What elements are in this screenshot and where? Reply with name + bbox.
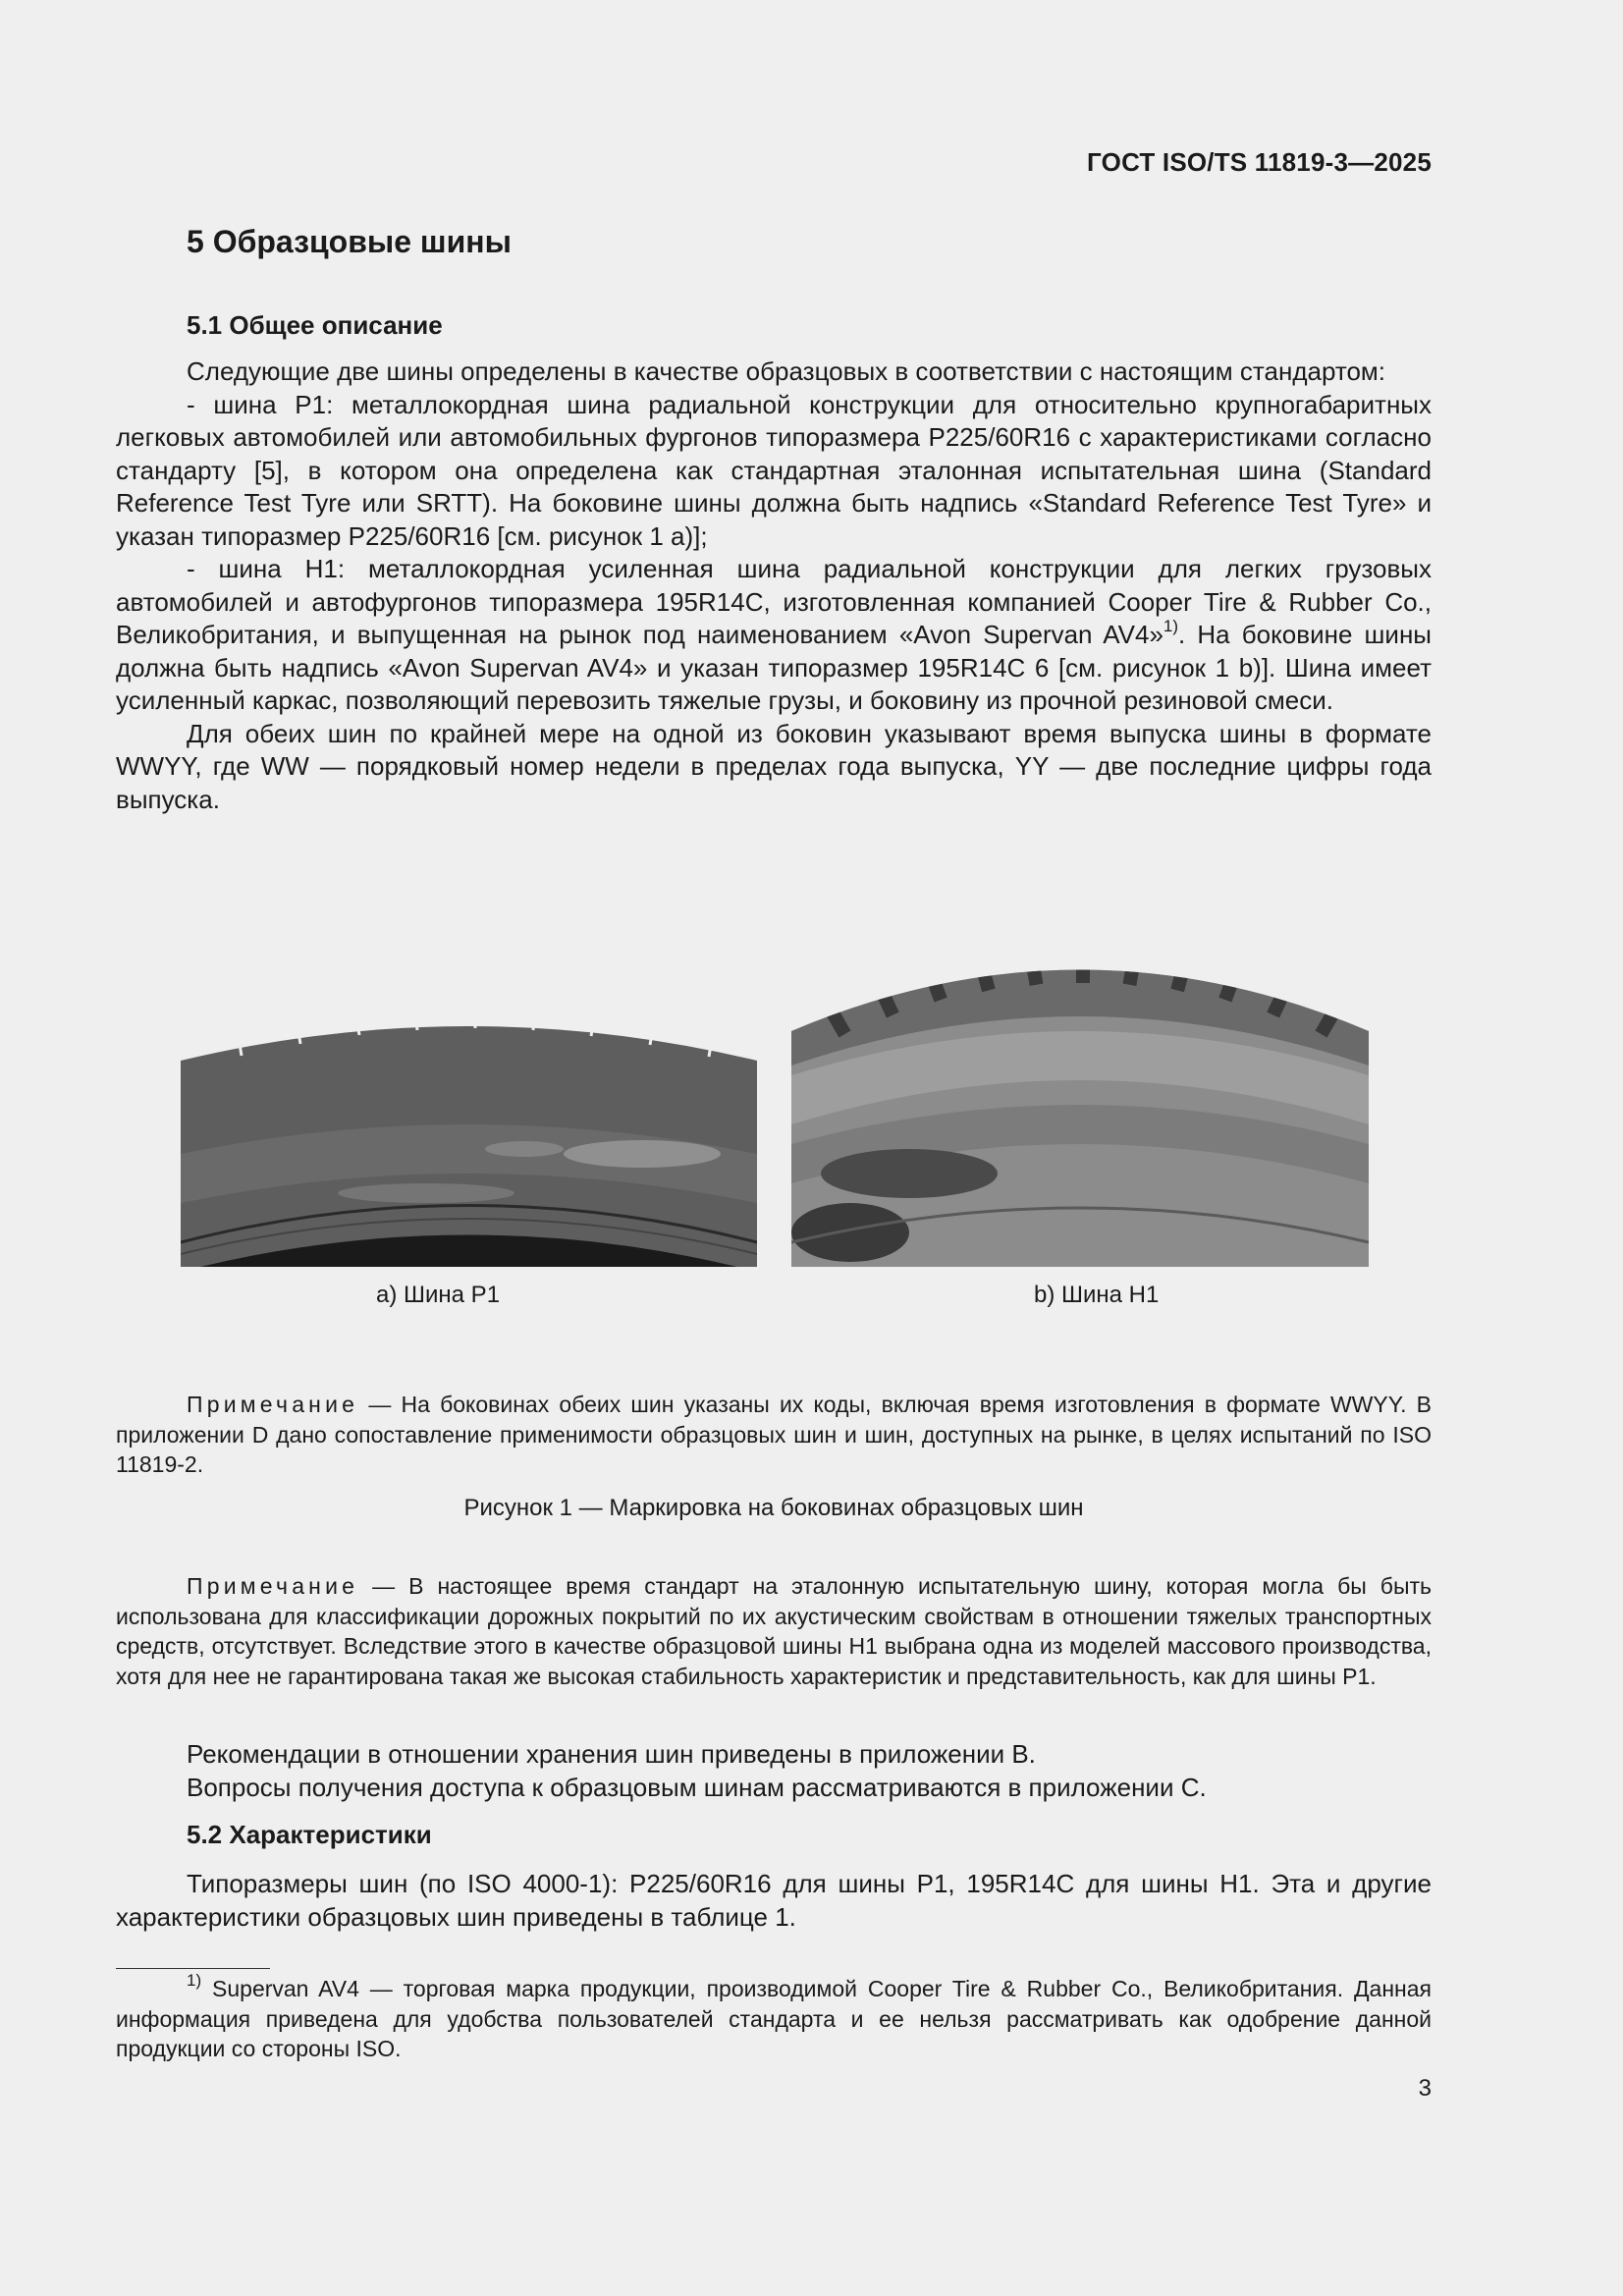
tyre-p1-photo bbox=[181, 948, 757, 1267]
caption-b: b) Шина H1 bbox=[1034, 1282, 1160, 1308]
document-page bbox=[116, 0, 1432, 2296]
sizes-paragraph: Типоразмеры шин (по ISO 4000-1): P225/60R16 для шины P1, 195R14C для шины H1. Эта и другие характеристики образцовых шин приведены в таблице 1. bbox=[116, 1869, 1432, 1932]
figure-1 bbox=[116, 948, 1432, 1321]
footnote: $^{1)}$ Supervan AV4 — торговая марка продукции, производимой Cooper Tire & Rubber Co., Великобритания. Данная информация приведена для удобства пользователей стандарта и ее нельзя рассматривать как одобрение данной продукции со стороны ISO. bbox=[116, 1971, 1432, 2061]
section-5-1-body bbox=[116, 355, 1432, 816]
document-code: ГОСТ ISO/TS 11819-3—2025 bbox=[1087, 147, 1432, 177]
annex-references bbox=[116, 1738, 1432, 1804]
tyre-h1-item: - шина H1: металлокордная усиленная шина радиальной конструкции для легких грузовых автомобилей и автофургонов типоразмера 195R14C, изготовленная компанией Cooper Tire & Rubber Co., Великобритания, и выпущенная на рынок под наименованием «Avon Supervan AV4»$^{1)}$. На боковине шины должна быть надпись «Avon Supervan AV4» и указан типоразмер 195R14C 6 [см. рисунок 1 b)]. Шина имеет усиленный каркас, позволяющий перевозить тяжелые грузы, и боковину из прочной резиновой смеси. bbox=[116, 554, 1432, 715]
footnote-marker: 1) bbox=[187, 1971, 202, 1991]
section-5-title: 5 Образцовые шины bbox=[187, 224, 512, 259]
note-label: Примечание bbox=[187, 1392, 359, 1417]
caption-a: a) Шина P1 bbox=[376, 1282, 501, 1308]
note-2: Примечание — В настоящее время стандарт на эталонную испытательную шину, которая могла бы быть использована для классификации дорожных покрытий по их акустическим свойствам в отношении тяжелых транспортных средств, отсутствует. Вследствие этого в качестве образцовой шины H1 выбрана одна из моделей массового производства, хотя для нее не гарантирована такая же высокая стабильность характеристик и представительность, как для шины P1. bbox=[116, 1573, 1432, 1689]
section-5-2-body bbox=[116, 1868, 1432, 1934]
footnote-separator bbox=[116, 1968, 270, 1969]
figure-note: Примечание — На боковинах обеих шин указаны их коды, включая время изготовления в формате WWYY. В приложении D дано сопоставление применимости образцовых шин и шин, доступных на рынке, в целях испытаний по ISO 11819-2. bbox=[116, 1392, 1432, 1477]
figure-title: Рисунок 1 — Маркировка на боковинах образцовых шин bbox=[463, 1495, 1084, 1521]
page-number: 3 bbox=[1418, 2075, 1432, 2102]
storage-annex-ref: Рекомендации в отношении хранения шин приведены в приложении B. bbox=[187, 1739, 1036, 1769]
note-2-label: Примечание bbox=[187, 1573, 359, 1599]
date-format-paragraph: Для обеих шин по крайней мере на одной из боковин указывают время выпуска шины в формате WWYY, где WW — порядковый номер недели в пределах года выпуска, YY — две последние цифры года выпуска. bbox=[116, 718, 1432, 814]
footnote-ref: 1) bbox=[1163, 617, 1179, 636]
access-annex-ref: Вопросы получения доступа к образцовым шинам рассматриваются в приложении C. bbox=[187, 1772, 1207, 1802]
intro-paragraph: Следующие две шины определены в качестве образцовых в соответствии с настоящим стандартом: bbox=[187, 356, 1386, 386]
section-5-2-title: 5.2 Характеристики bbox=[187, 1820, 432, 1849]
tyre-p1-item: - шина P1: металлокордная шина радиальной конструкции для относительно крупногабаритных легковых автомобилей или автомобильных фургонов типоразмера P225/60R16 с характеристиками согласно стандарту [5], в котором она определена как стандартная эталонная испытательная шина (Standard Reference Test Tyre или SRTT). На боковине шины должна быть надпись «Standard Reference Test Tyre» и указан типоразмер P225/60R16 [см. рисунок 1 a)]; bbox=[116, 389, 1432, 551]
tyre-h1-photo bbox=[791, 948, 1369, 1267]
section-5-1-title: 5.1 Общее описание bbox=[187, 310, 443, 340]
